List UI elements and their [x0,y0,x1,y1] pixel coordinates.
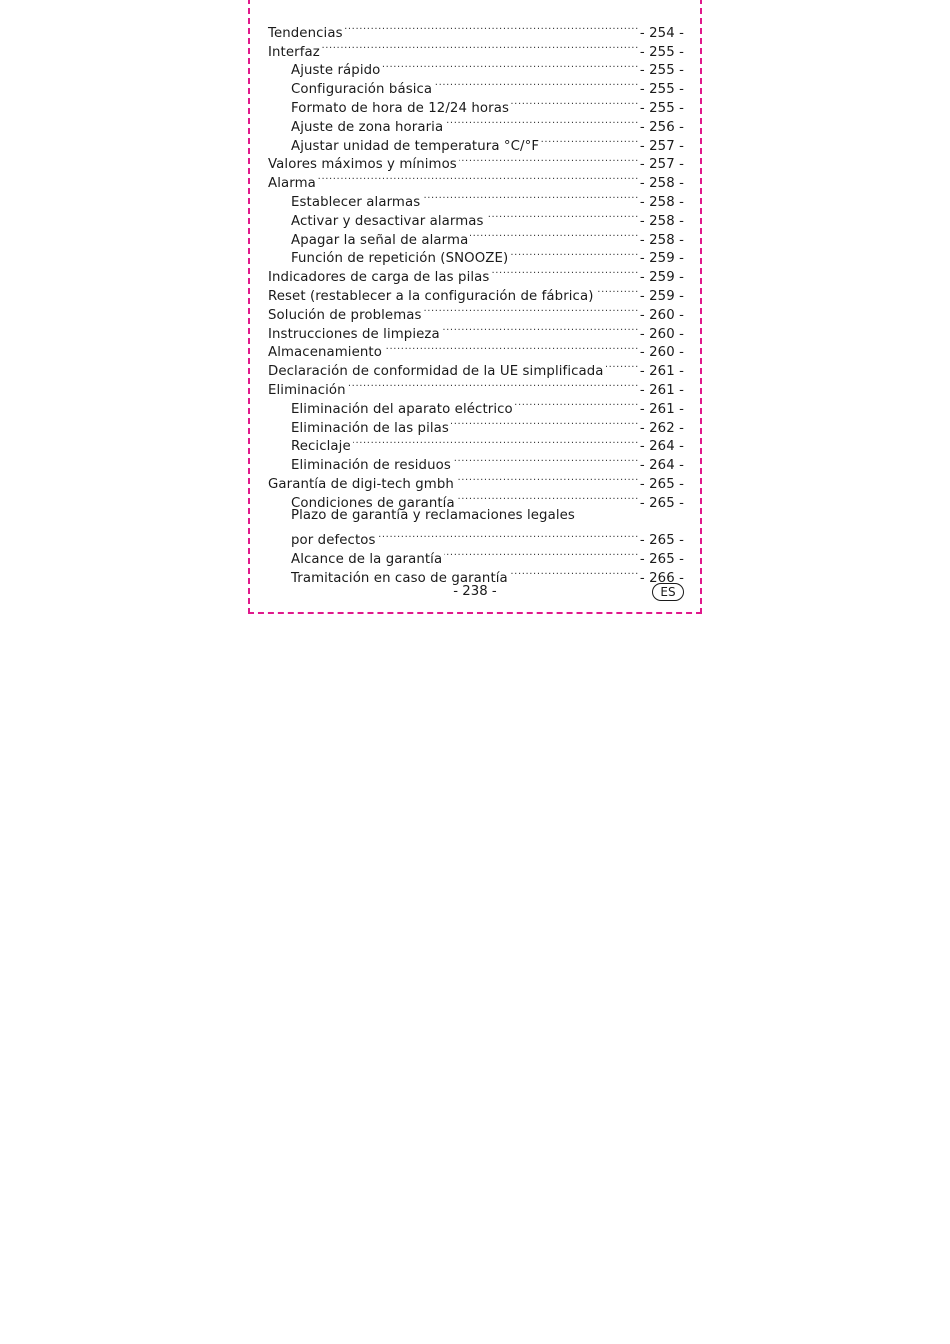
toc-dot-leader [424,300,639,319]
toc-entry-label: Instrucciones de limpieza [268,326,440,342]
toc-dot-leader [345,18,639,37]
table-of-contents [268,18,684,586]
toc-dot-leader [511,93,639,112]
toc-entry-page: - 262 - [639,420,684,436]
toc-entry-page: - 261 - [639,401,684,417]
toc-entry-page: - 260 - [639,307,684,323]
toc-entry-page: - 258 - [639,194,684,210]
toc-dot-leader [457,488,639,507]
toc-entry-label: Garantía de digi-tech gmbh [268,476,454,492]
toc-entry-page: - 265 - [639,476,684,492]
toc-entry[interactable] [268,56,684,79]
toc-entry-page: - 258 - [639,232,684,248]
toc-dot-leader [459,150,639,169]
toc-entry-page: - 259 - [639,251,684,267]
toc-dot-leader [510,244,639,263]
toc-dot-leader [541,131,639,150]
toc-dot-leader [515,394,639,413]
page-number: - 238 - [453,584,497,599]
toc-dot-leader [384,338,639,357]
toc-entry-label: Ajustar unidad de temperatura °C/°F [291,138,540,154]
toc-entry-label: Almacenamiento [268,345,382,361]
toc-entry-page: - 260 - [639,326,684,342]
toc-entry[interactable] [268,526,684,549]
toc-entry-label: Función de repetición (SNOOZE) [291,251,509,267]
toc-entry-label: Configuración básica [291,82,433,98]
toc-entry-page: - 260 - [639,345,684,361]
toc-entry-page: - 257 - [639,157,684,173]
toc-entry-label: Ajuste de zona horaria [291,119,444,135]
toc-entry[interactable] [268,18,684,41]
toc-dot-leader [470,225,639,244]
toc-entry-page: - 255 - [639,63,684,79]
toc-entry-label: Formato de hora de 12/24 horas [291,100,509,116]
toc-entry-label: Eliminación de residuos [291,458,451,474]
toc-entry-page: - 255 - [639,44,684,60]
toc-entry-label: Eliminación de las pilas [291,420,449,436]
toc-entry-page: - 254 - [639,25,684,41]
toc-dot-leader [510,563,639,582]
toc-dot-leader [444,544,639,563]
toc-entry-page: - 261 - [639,382,684,398]
toc-entry[interactable] [268,168,684,192]
toc-dot-leader [322,37,639,56]
toc-entry-label: Alcance de la garantía [291,552,443,568]
toc-entry-label: por defectos [291,533,376,549]
toc-dot-leader [442,319,639,338]
toc-dot-leader [422,187,639,206]
toc-entry[interactable] [268,37,684,60]
toc-dot-leader [491,262,638,281]
toc-entry-page: - 265 - [639,552,684,568]
toc-dot-leader [451,413,639,432]
toc-dot-leader [596,281,639,300]
toc-dot-leader [453,450,639,469]
toc-entry-label: Establecer alarmas [291,194,421,210]
toc-dot-leader [382,56,638,75]
toc-entry-label: Indicadores de carga de las pilas [268,270,490,286]
toc-dot-leader [486,206,639,225]
toc-entry-label: Solución de problemas [268,307,422,323]
toc-dot-leader [318,168,639,187]
toc-entry-label: Alarma [268,176,316,192]
toc-entry-label: Valores máximos y mínimos [268,157,457,173]
toc-entry-page: - 256 - [639,119,684,135]
toc-entry[interactable] [268,507,684,526]
toc-entry-label: Declaración de conformidad de la UE simplificada [268,364,604,380]
toc-entry-label: Reset (restablecer a la configuración de fábrica) [268,288,594,304]
toc-entry-page: - 259 - [639,288,684,304]
toc-entry-page: - 265 - [639,533,684,549]
toc-entry-page: - 264 - [639,439,684,455]
toc-entry-page: - 258 - [639,176,684,192]
toc-entry-label: Activar y desactivar alarmas [291,213,484,229]
toc-entry-label: Condiciones de garantía [291,495,455,511]
toc-entry-page: - 255 - [639,82,684,98]
toc-dot-leader [445,112,639,131]
toc-entry-page: - 258 - [639,213,684,229]
toc-dot-leader [348,375,639,394]
language-badge: ES [652,583,684,601]
page-footer [250,582,700,602]
toc-entry-label: Apagar la señal de alarma [291,232,469,248]
toc-entry-label: Tendencias [268,25,343,41]
toc-entry[interactable] [268,187,684,210]
toc-entry-label: Eliminación [268,382,346,398]
toc-entry-label: Ajuste rápido [291,63,381,79]
toc-entry-label: Tramitación en caso de garantía [291,570,508,586]
toc-entry-label: Plazo de garantía y reclamaciones legales [291,507,575,523]
toc-dot-leader [378,526,639,545]
toc-entry-label: Reciclaje [291,439,351,455]
toc-entry-page: - 261 - [639,364,684,380]
toc-entry-page: - 265 - [639,495,684,511]
toc-dot-leader [434,74,639,93]
toc-entry-page: - 259 - [639,270,684,286]
document-page [248,0,702,614]
toc-entry-label: Eliminación del aparato eléctrico [291,401,513,417]
toc-dot-leader [353,432,639,451]
toc-entry-page: - 266 - [639,570,684,586]
toc-entry-page: - 255 - [639,100,684,116]
toc-entry-label: Interfaz [268,44,320,60]
toc-entry-page: - 257 - [639,138,684,154]
toc-dot-leader [456,469,639,488]
toc-dot-leader [606,356,639,375]
toc-entry-page: - 264 - [639,458,684,474]
